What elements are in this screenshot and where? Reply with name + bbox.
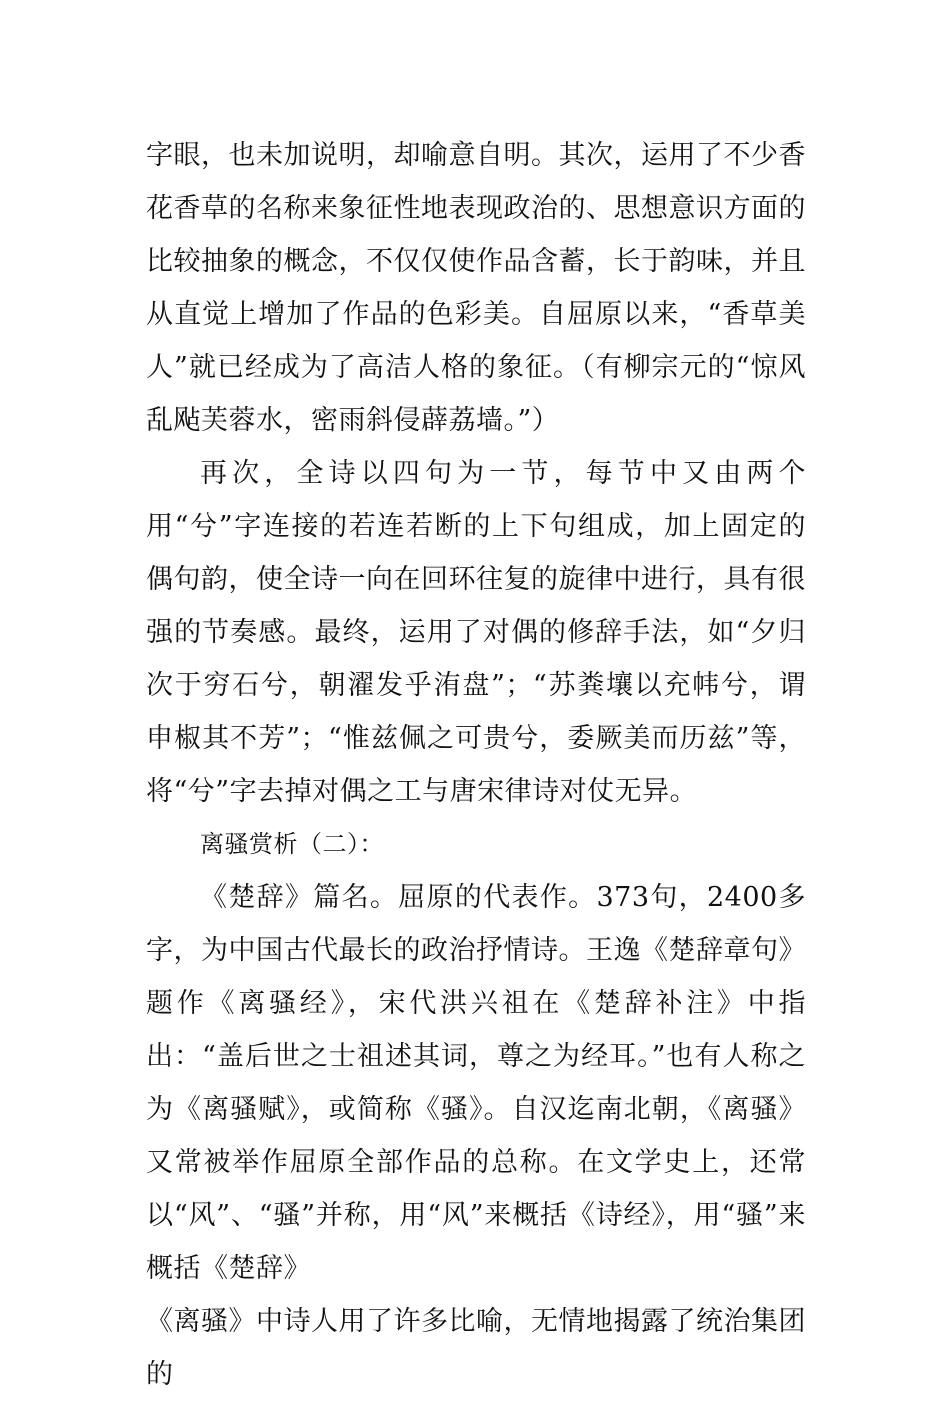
- paragraph-continuation: 字眼，也未加说明，却喻意自明。其次，运用了不少香花香草的名称来象征性地表现政治的、思想意识方面的比较抽象的概念，不仅仅使作品含蓄，长于韵味，并且从直觉上增加了作品的色彩美。自屈原以来，“香草美人”就已经成为了高洁人格的象征。（有柳宗元的“惊风乱飐芙蓉水，密雨斜侵薜荔墙。”）: [146, 140, 806, 436]
- paragraph-metaphor: 《离骚》中诗人用了许多比喻，无情地揭露了统治集团的: [146, 1306, 806, 1390]
- paragraph-chuci: 《楚辞》篇名。屈原的代表作。373句，2400多字，为中国古代最长的政治抒情诗。王逸《楚辞章句》题作《离骚经》，宋代洪兴祖在《楚辞补注》中指出：“盖后世之士祖述其词，尊之为经耳。”也有人称之为《离骚赋》，或简称《骚》。自汉迄南北朝，《离骚》又常被举作屈原全部作品的总称。在文学史上，还常以“风”、“骚”并称，用“风”来概括《诗经》，用“骚”来概括《楚辞》: [146, 882, 806, 1284]
- paragraph-rhythm: 再次，全诗以四句为一节，每节中又由两个用“兮”字连接的若连若断的上下句组成，加上固定的偶句韵，使全诗一向在回环往复的旋律中进行，具有很强的节奏感。最终，运用了对偶的修辞手法，如“夕归次于穷石兮，朝濯发乎洧盘”；“苏粪壤以充帏兮，谓申椒其不芳”；“惟兹佩之可贵兮，委厥美而历兹”等，将“兮”字去掉对偶之工与唐宋律诗对仗无异。: [146, 458, 806, 807]
- document-body: [146, 129, 806, 1401]
- section-heading: 离骚赏析（二）：: [200, 830, 384, 858]
